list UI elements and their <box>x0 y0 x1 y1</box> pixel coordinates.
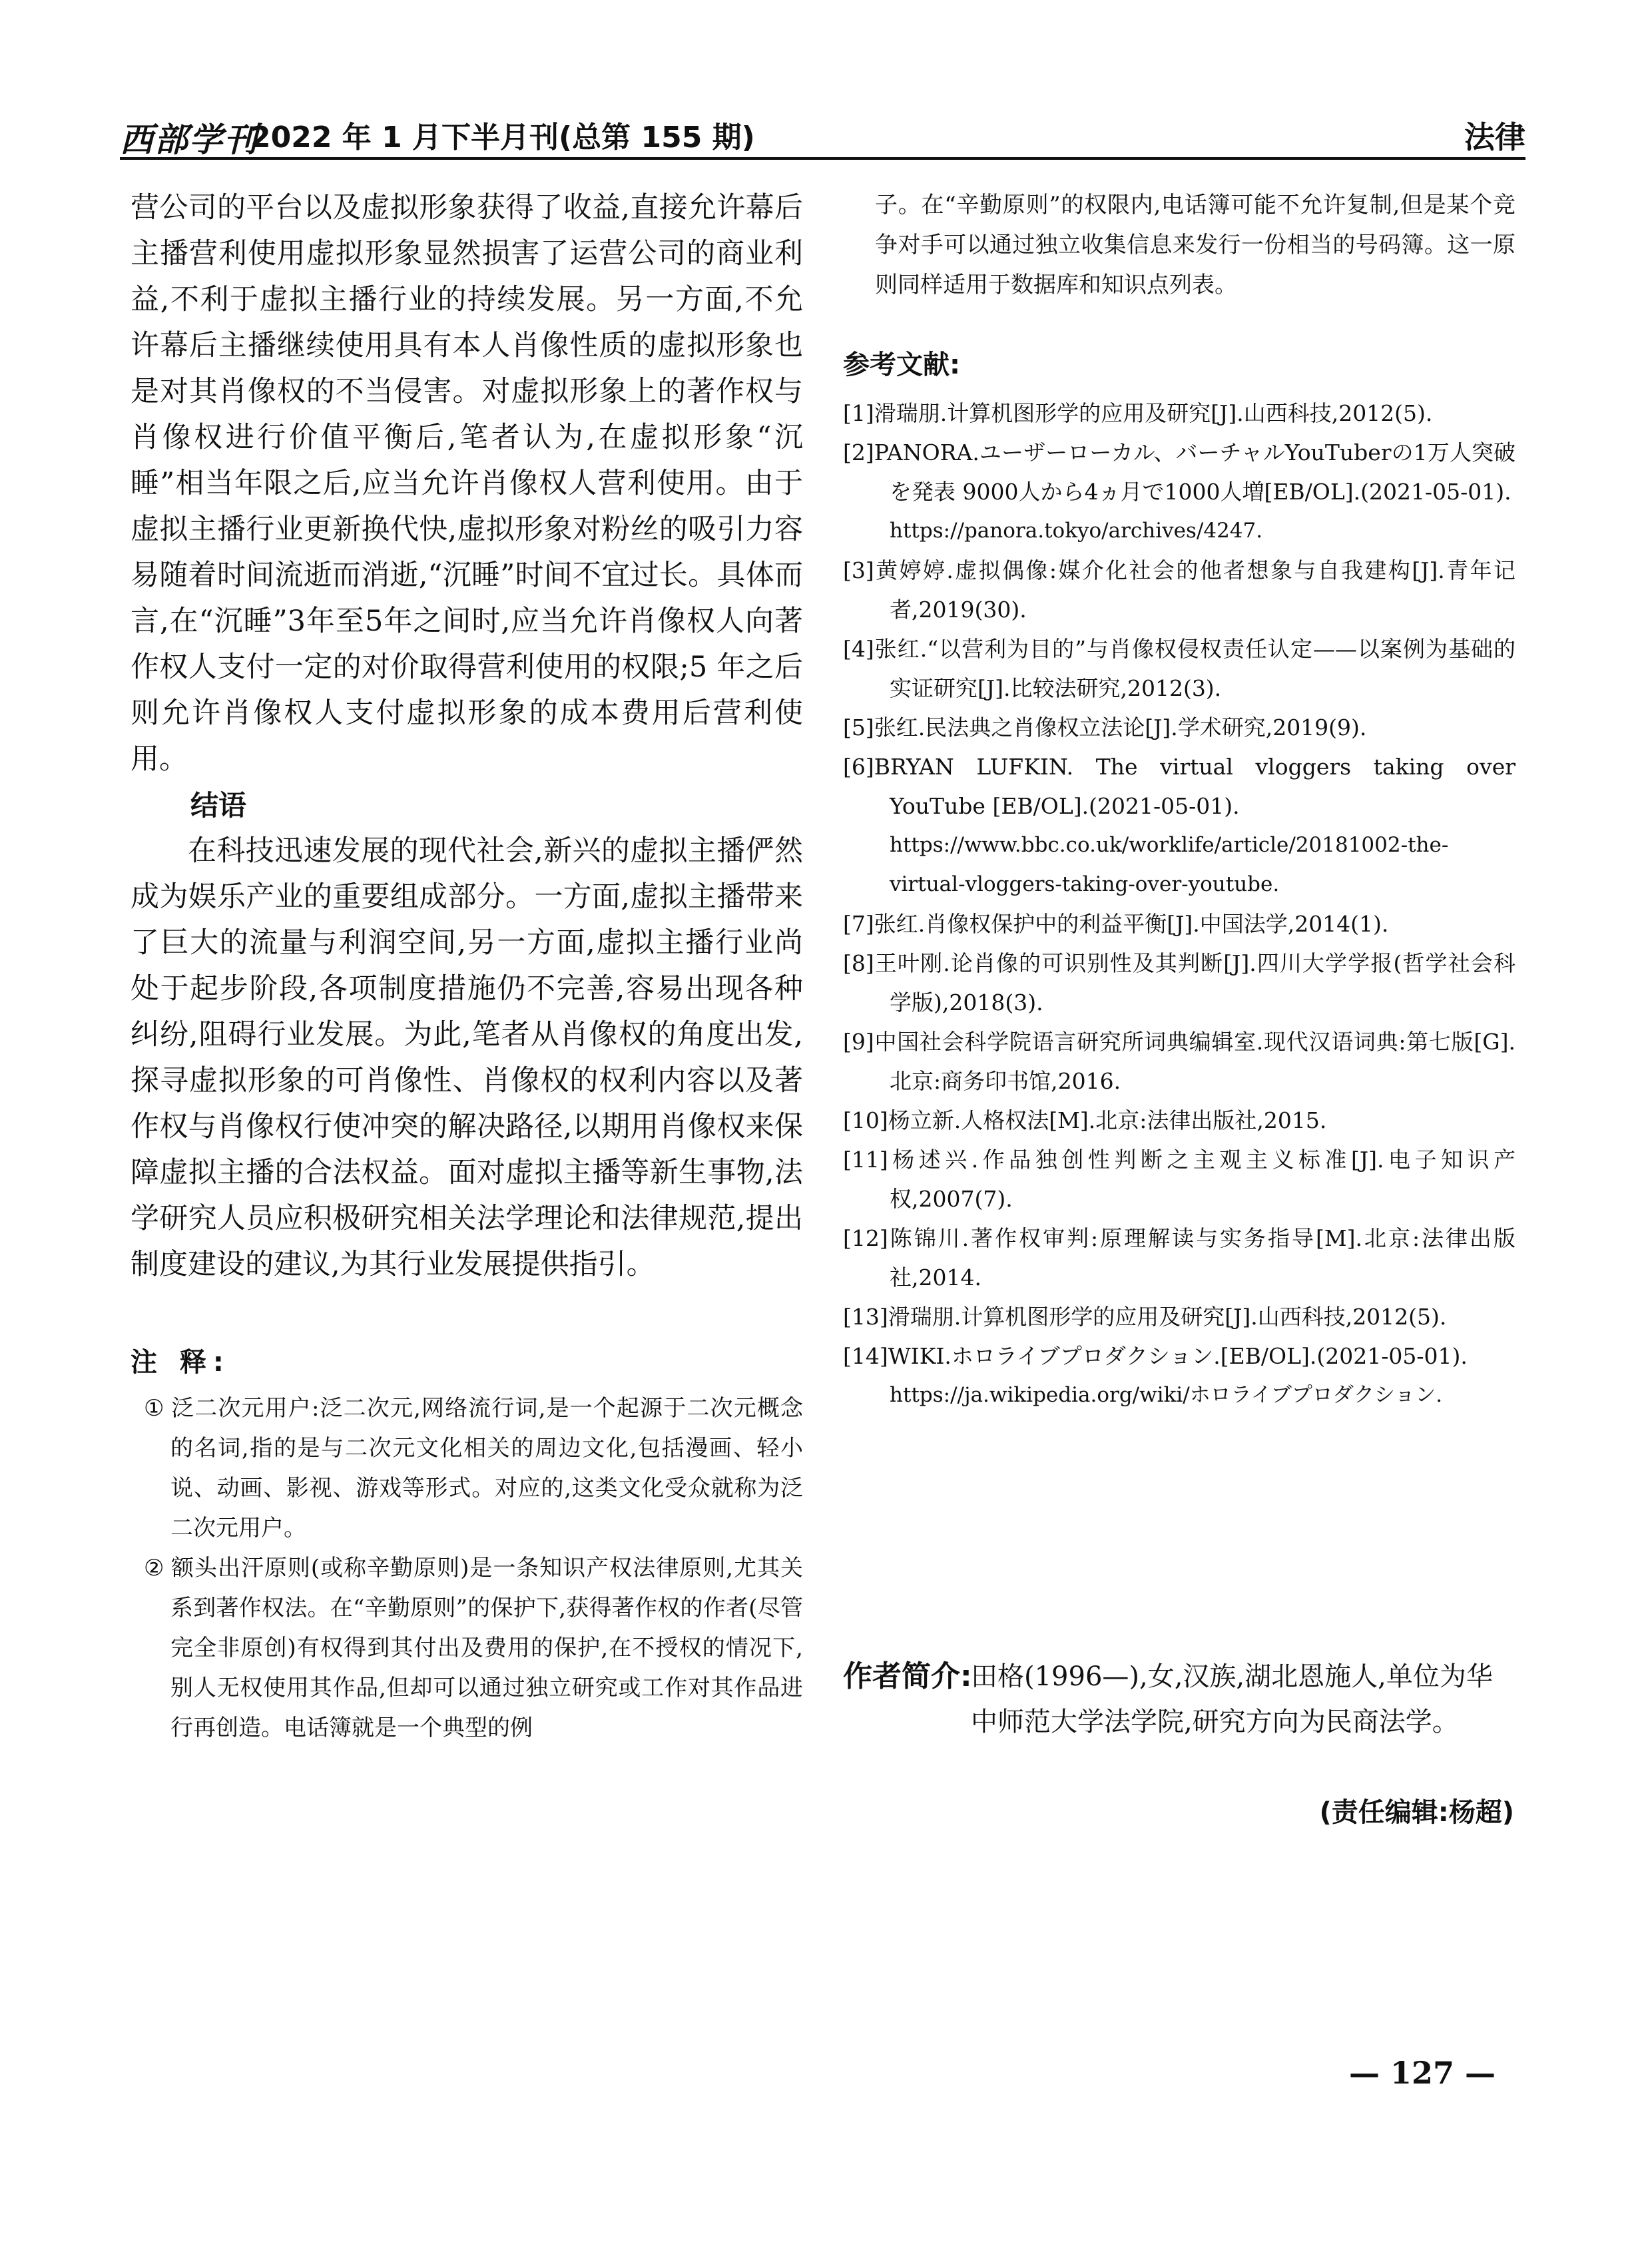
reference-item: [5]张红.民法典之肖像权立法论[J].学术研究,2019(9). <box>843 714 1367 740</box>
author-bio-text: 田格(1996—),女,汉族,湖北恩施人,单位为华中师范大学法学院,研究方向为民商法学。 <box>971 1661 1493 1737</box>
notes-heading: 注 释: <box>131 1347 230 1378</box>
reference-item: [7]张红.肖像权保护中的利益平衡[J].中国法学,2014(1). <box>843 911 1389 937</box>
body-paragraph: 营公司的平台以及虚拟形象获得了收益,直接允许幕后主播营利使用虚拟形象显然损害了运营公司的商业利益,不利于虚拟主播行业的持续发展。另一方面,不允许幕后主播继续使用具有本人肖像性质的虚拟形象也是对其肖像权的不当侵害。对虚拟形象上的著作权与肖像权进行价值平衡后,笔者认为,在虚拟形象“沉睡”相当年限之后,应当允许肖像权人营利使用。由于虚拟主播行业更新换代快,虚拟形象对粉丝的吸引力容易随着时间流逝而消逝,“沉睡”时间不宜过长。具体而言,在“沉睡”3年至5年之间时,应当允许肖像权人向著作权人支付一定的对价取得营利使用的权限;5 年之后则允许肖像权人支付虚拟形象的成本费用后营利使用。 <box>131 191 803 776</box>
responsible-editor: (责任编辑:杨超) <box>1319 1797 1514 1828</box>
journal-logo: 西部学刊 <box>120 120 258 159</box>
author-bio-label: 作者简介: <box>843 1659 972 1693</box>
reference-url: https://www.bbc.co.uk/worklife/article/20181002-the-virtual-vloggers-taking-over-youtube. <box>890 833 1449 896</box>
footnote-text: 泛二次元用户:泛二次元,网络流行词,是一个起源于二次元概念的名词,指的是与二次元文化相关的周边文化,包括漫画、轻小说、动画、影视、游戏等形式。对应的,这类文化受众就称为泛二次元用户。 <box>170 1395 803 1541</box>
reference-item: [2]PANORA.ユーザーローカル、バーチャルYouTuberの1万人突破を発表 9000人から4ヵ月で1000人増[EB/OL].(2021-05-01). <box>843 439 1515 505</box>
section-heading: 结语 <box>190 789 247 822</box>
footnote-2 <box>131 1548 803 1748</box>
footnote-2-continued: 子。在“辛勤原则”的权限内,电话簿可能不允许复制,但是某个竞争对手可以通过独立收集信息来发行一份相当的号码簿。这一原则同样适用于数据库和知识点列表。 <box>875 192 1515 298</box>
references-heading: 参考文献: <box>843 350 960 380</box>
reference-item: [4]张红.“以营利为目的”与肖像权侵权责任认定——以案例为基础的实证研究[J].比较法研究,2012(3). <box>843 636 1515 701</box>
issue-info: 2022 年 1 月下半月刊(总第 155 期) <box>250 121 755 154</box>
right-column <box>843 185 1515 1415</box>
reference-item: [9]中国社会科学院语言研究所词典编辑室.现代汉语词典:第七版[G].北京:商务印书馆,2016. <box>843 1029 1515 1094</box>
reference-item: [6]BRYAN LUFKIN. The virtual vloggers taking over YouTube [EB/OL].(2021-05-01). <box>843 754 1515 819</box>
footnote-1 <box>131 1388 803 1548</box>
section-label: 法律 <box>1464 119 1525 155</box>
footnote-marker: ① <box>144 1395 164 1422</box>
body-paragraph: 在科技迅速发展的现代社会,新兴的虚拟主播俨然成为娱乐产业的重要组成部分。一方面,虚拟主播带来了巨大的流量与利润空间,另一方面,虚拟主播行业尚处于起步阶段,各项制度措施仍不完善,容易出现各种纠纷,阻碍行业发展。为此,笔者从肖像权的角度出发,探寻虚拟形象的可肖像性、肖像权的权利内容以及著作权与肖像权行使冲突的解决路径,以期用肖像权来保障虚拟主播的合法权益。面对虚拟主播等新生事物,法学研究人员应积极研究相关法学理论和法律规范,提出制度建设的建议,为其行业发展提供指引。 <box>131 834 803 1281</box>
reference-item: [1]滑瑞朋.计算机图形学的应用及研究[J].山西科技,2012(5). <box>843 400 1433 426</box>
reference-item: [12]陈锦川.著作权审判:原理解读与实务指导[M].北京:法律出版社,2014. <box>843 1225 1515 1290</box>
reference-url: https://ja.wikipedia.org/wiki/ホロライブプロダクション. <box>890 1383 1443 1407</box>
author-bio-block <box>843 1654 1515 1745</box>
header-rule <box>120 157 1525 160</box>
reference-item: [3]黄婷婷.虚拟偶像:媒介化社会的他者想象与自我建构[J].青年记者,2019(30). <box>843 557 1515 623</box>
reference-item: [13]滑瑞朋.计算机图形学的应用及研究[J].山西科技,2012(5). <box>843 1304 1447 1330</box>
footnote-text: 额头出汗原则(或称辛勤原则)是一条知识产权法律原则,尤其关系到著作权法。在“辛勤原则”的保护下,获得著作权的作者(尽管完全非原创)有权得到其付出及费用的保护,在不授权的情况下,别人无权使用其作品,但却可以通过独立研究或工作对其作品进行再创造。电话簿就是一个典型的例 <box>170 1555 803 1741</box>
reference-item: [10]杨立新.人格权法[M].北京:法律出版社,2015. <box>843 1107 1327 1133</box>
page-number: — 127 — <box>1349 2055 1496 2091</box>
left-column <box>131 185 803 1748</box>
reference-item: [11]杨述兴.作品独创性判断之主观主义标准[J].电子知识产权,2007(7). <box>843 1147 1515 1212</box>
reference-url: https://panora.tokyo/archives/4247. <box>890 519 1263 543</box>
reference-item: [14]WIKI.ホロライブプロダクション.[EB/OL].(2021-05-01). <box>843 1343 1468 1369</box>
footnote-marker: ② <box>144 1555 164 1581</box>
running-header <box>120 111 1525 159</box>
reference-item: [8]王叶刚.论肖像的可识别性及其判断[J].四川大学学报(哲学社会科学版),2018(3). <box>843 950 1515 1015</box>
